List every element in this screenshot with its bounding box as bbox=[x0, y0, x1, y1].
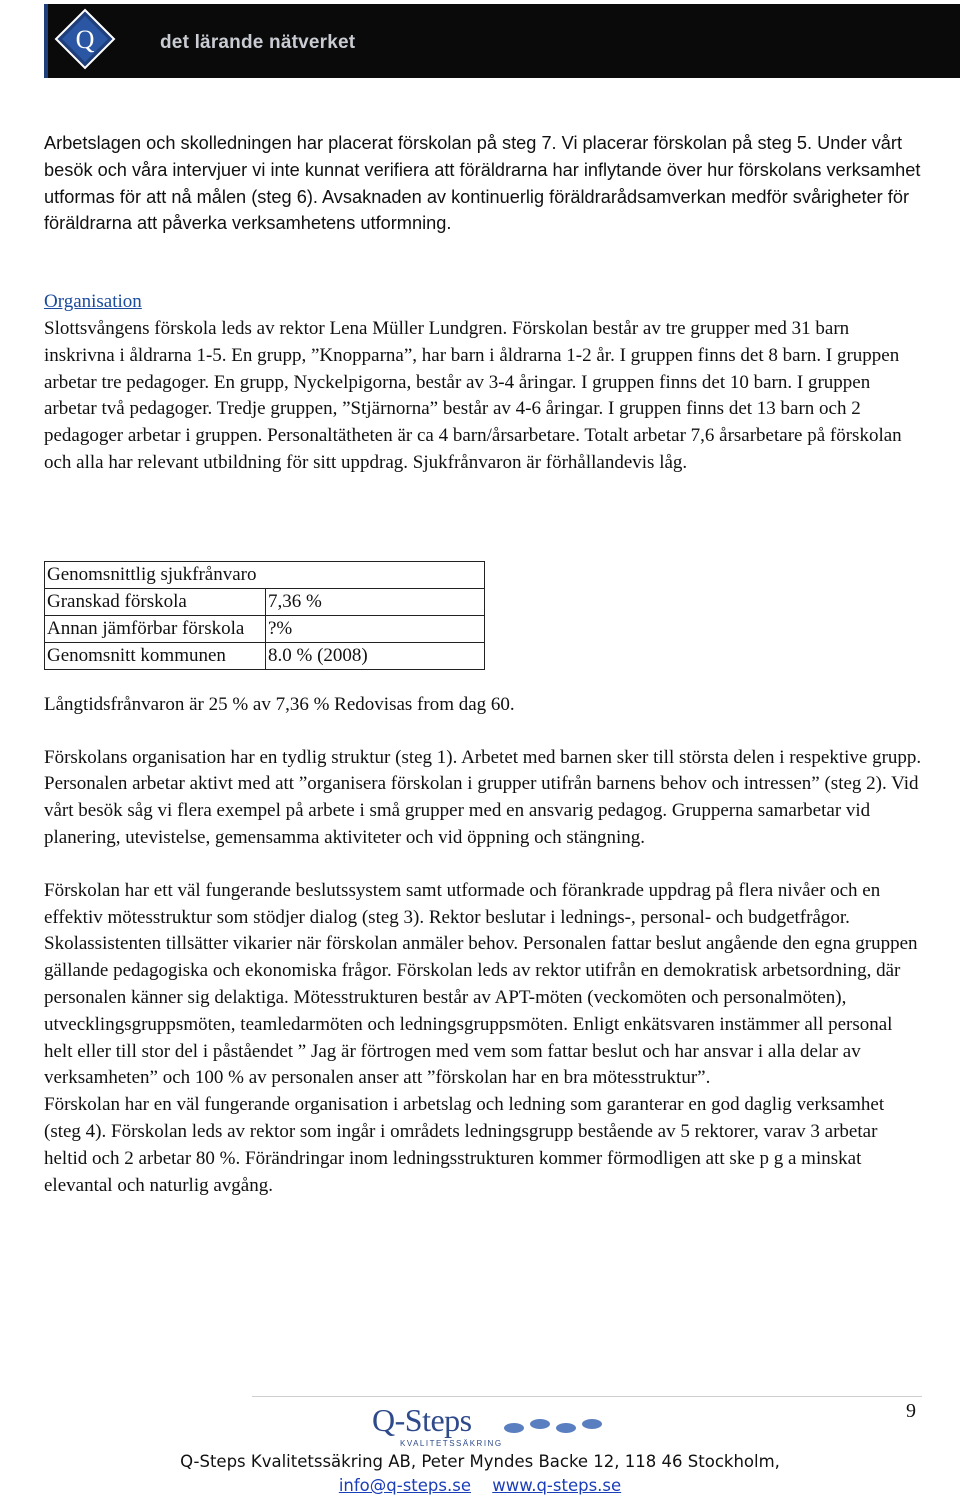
email-link[interactable]: info@q-steps.se bbox=[338, 1476, 471, 1495]
footer-links bbox=[0, 1476, 960, 1495]
table-row-value: 7,36 % bbox=[266, 588, 485, 615]
logo-letter: Q bbox=[75, 25, 95, 54]
table-row bbox=[45, 588, 485, 615]
table-row-value: 8.0 % (2008) bbox=[266, 642, 485, 669]
table-row bbox=[45, 642, 485, 669]
footprints-icon bbox=[500, 1414, 610, 1436]
section-heading-organisation: Organisation bbox=[44, 291, 142, 313]
paragraph-structure: Förskolans organisation har en tydlig struktur (steg 1). Arbetet med barnen sker till största delen i respektive grupp. Personalen arbetar aktivt med att ”organisera förskolan i grupper utifrån barnens behov och intressen” (steg 2). Vid vårt besök såg vi flera exempel på arbete i små grupper med en ansvarig pedagog. Grupperna samarbetar vid planering, utevistelse, gemensamma aktiviteter och vid öppning och stängning. bbox=[44, 746, 922, 848]
header-banner bbox=[44, 4, 960, 78]
paragraph-leadership: Förskolan har en väl fungerande organisation i arbetslag och ledning som garanterar en god daglig verksamhet (steg 4). Förskolan leds av rektor som ingår i områdets ledningsgrupp bestående av 5 rektorer, varav 3 arbetar heltid och 2 arbetar 80 %. Förändringar inom ledningsstrukturen kommer förmodligen att ske p g a minskat elevantal och naturlig avgång. bbox=[44, 1094, 885, 1196]
absence-table bbox=[44, 561, 485, 670]
table-row-label: Genomsnitt kommunen bbox=[45, 642, 266, 669]
footer-divider bbox=[252, 1396, 922, 1397]
paragraph-steps: Arbetslagen och skolledningen har placerat förskolan på steg 7. Vi placerar förskolan på steg 5. Under vårt besök och våra intervjuer vi inte kunnat verifiera att föräldrarna har inflytande över hur förskolans verksamhet utformas för att nå målen (steg 6). Avsaknaden av kontinuerlig föräldrarådsamverkan medför svårigheter för föräldrarna att påverka verksamhetens utformning. bbox=[44, 133, 921, 234]
table-row bbox=[45, 615, 485, 642]
table-row-label: Granskad förskola bbox=[45, 588, 266, 615]
footer-tagline: KVALITETSSÄKRING bbox=[400, 1439, 503, 1448]
footer-address: Q-Steps Kvalitetssäkring AB, Peter Myndes Backe 12, 118 46 Stockholm, bbox=[180, 1452, 780, 1471]
header-brand-text: det lärande nätverket bbox=[160, 32, 356, 53]
table-row-value: ?% bbox=[266, 615, 485, 642]
page-content bbox=[44, 130, 924, 1199]
q-logo-icon bbox=[54, 8, 116, 70]
paragraph-long-term-absence: Långtidsfrånvaron är 25 % av 7,36 % Redovisas from dag 60. bbox=[44, 693, 515, 715]
page-number: 9 bbox=[906, 1400, 916, 1422]
footer-brand: Q-Steps bbox=[372, 1402, 472, 1438]
table-row-label: Annan jämförbar förskola bbox=[45, 615, 266, 642]
absence-table-title: Genomsnittlig sjukfrånvaro bbox=[45, 561, 485, 588]
paragraph-organisation: Slottsvångens förskola leds av rektor Lena Müller Lundgren. Förskolan består av tre grupper med 31 barn inskrivna i åldrarna 1-5. En grupp, ”Knopparna”, har barn i åldrarna 1-2 år. I gruppen finns det 8 barn. I gruppen arbetar tre pedagoger. En grupp, Nyckelpigorna, består av 3-4 åringar. I gruppen finns det 10 barn. I gruppen arbetar två pedagoger. Tredje gruppen, ”Stjärnorna” består av 4-6 åringar. I gruppen finns det 13 barn och 2 pedagoger arbetar i gruppen. Personaltätheten är ca 4 barn/årsarbetare. Totalt arbetar 7,6 årsarbetare på förskolan och alla har relevant utbildning för sitt uppdrag. Sjukfrånvaron är förhållandevis låg. bbox=[44, 317, 902, 473]
website-link[interactable]: www.q-steps.se bbox=[492, 1476, 622, 1495]
paragraph-decision-system: Förskolan har ett väl fungerande beslutssystem samt utformade och förankrade uppdrag på flera nivåer och en effektiv mötesstruktur som stödjer dialog (steg 3). Rektor beslutar i lednings-, personal- och budgetfrågor. Skolassistenten tillsätter vikarier när förskolan anmäler behov. Personalen fattar beslut angående den egna gruppen gällande pedagogiska och ekonomiska frågor. Förskolan leds av rektor utifrån en demokratisk arbetsordning, där personalen känner sig delaktiga. Mötesstrukturen består av APT-möten (veckomöten och personalmöten), utvecklingsgruppsmöten, teamledarmöten och ledningsgruppsmöten. Enligt enkätsvaren instämmer all personal helt eller till stor del i påståendet ” Jag är förtrogen med vem som fattar beslut och har ansvar i alla delar av verksamheten” och 100 % av personalen anser att ”förskolan har en bra mötesstruktur”. bbox=[44, 879, 918, 1089]
